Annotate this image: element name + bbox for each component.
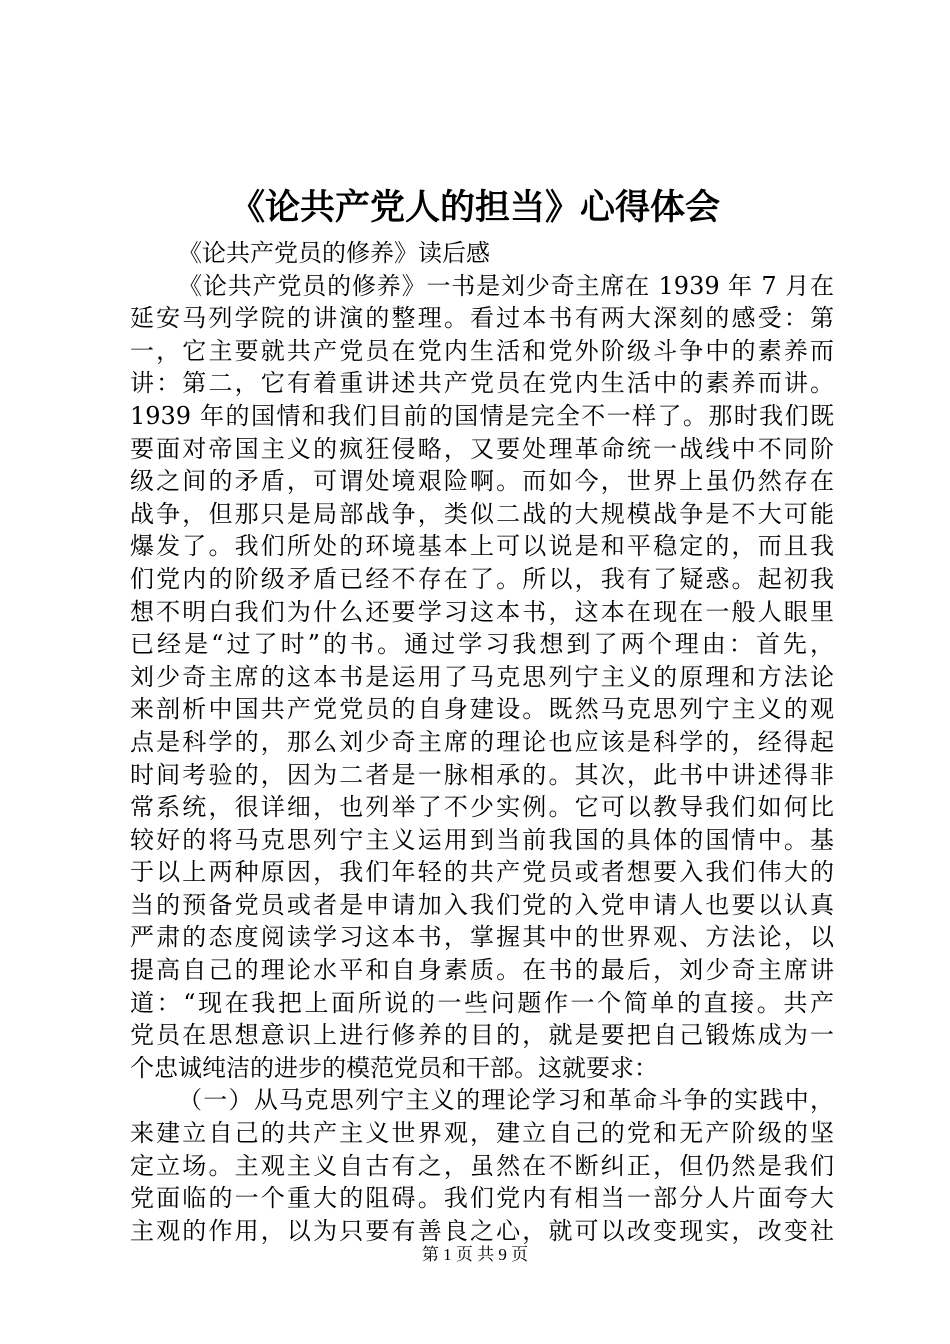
body-line: 爆发了。我们所处的环境基本上可以说是和平稳定的，而且我 xyxy=(130,532,834,561)
body-line: 道：“现在我把上面所说的一些问题作一个简单的直接。共产 xyxy=(130,988,834,1017)
body-line: 定立场。主观主义自古有之，虽然在不断纠正，但仍然是我们 xyxy=(130,1151,834,1180)
body-line: 《论共产党员的修养》一书是刘少奇主席在 1939 年 7 月在 xyxy=(178,271,834,300)
body-line: 已经是“过了时”的书。通过学习我想到了两个理由：首先， xyxy=(130,630,834,659)
body-line: 讲：第二，它有着重讲述共产党员在党内生活中的素养而讲。 xyxy=(130,369,834,398)
body-line: （一）从马克思列宁主义的理论学习和革命斗争的实践中， xyxy=(178,1086,834,1115)
body-line: 《论共产党员的修养》读后感 xyxy=(178,239,490,267)
body-line: 来建立自己的共产主义世界观，建立自己的党和无产阶级的坚 xyxy=(130,1119,834,1148)
body-line: 个忠诚纯洁的进步的模范党员和干部。这就要求： xyxy=(130,1053,658,1082)
body-line: 要面对帝国主义的疯狂侵略，又要处理革命统一战线中不同阶 xyxy=(130,434,834,463)
document-body xyxy=(130,237,834,1247)
body-line: 常系统，很详细，也列举了不少实例。它可以教导我们如何比 xyxy=(130,793,834,822)
body-line: 较好的将马克思列宁主义运用到当前我国的具体的国情中。基 xyxy=(130,825,834,854)
body-line: 一，它主要就共产党员在党内生活和党外阶级斗争中的素养而 xyxy=(130,336,834,365)
page-footer: 第 1 页 共 9 页 xyxy=(421,1245,529,1264)
body-line: 们党内的阶级矛盾已经不存在了。所以，我有了疑惑。起初我 xyxy=(130,564,834,593)
body-line: 刘少奇主席的这本书是运用了马克思列宁主义的原理和方法论 xyxy=(130,662,834,691)
body-line: 1939 年的国情和我们目前的国情是完全不一样了。那时我们既 xyxy=(130,401,834,430)
body-line: 战争，但那只是局部战争，类似二战的大规模战争是不大可能 xyxy=(130,499,834,528)
body-line: 严肃的态度阅读学习这本书，掌握其中的世界观、方法论，以 xyxy=(130,923,834,952)
body-line: 提高自己的理论水平和自身素质。在书的最后，刘少奇主席讲 xyxy=(130,956,834,985)
body-line: 当的预备党员或者是申请加入我们党的入党申请人也要以认真 xyxy=(130,890,834,919)
body-line: 主观的作用，以为只要有善良之心，就可以改变现实，改变社 xyxy=(130,1216,834,1245)
document-title: 《论共产党人的担当》心得体会 xyxy=(229,187,720,228)
body-line: 于以上两种原因，我们年轻的共产党员或者想要入我们伟大的 xyxy=(130,858,834,887)
body-line: 想不明白我们为什么还要学习这本书，这本在现在一般人眼里 xyxy=(130,597,834,626)
body-line: 延安马列学院的讲演的整理。看过本书有两大深刻的感受：第 xyxy=(130,304,834,333)
body-line: 党面临的一个重大的阻碍。我们党内有相当一部分人片面夸大 xyxy=(130,1184,834,1213)
body-line: 来剖析中国共产党党员的自身建设。既然马克思列宁主义的观 xyxy=(130,695,834,724)
body-line: 时间考验的，因为二者是一脉相承的。其次，此书中讲述得非 xyxy=(130,760,834,789)
body-line: 点是科学的，那么刘少奇主席的理论也应该是科学的，经得起 xyxy=(130,727,834,756)
body-line: 党员在思想意识上进行修养的目的，就是要把自己锻炼成为一 xyxy=(130,1021,834,1050)
body-line: 级之间的矛盾，可谓处境艰险啊。而如今，世界上虽仍然存在 xyxy=(130,467,834,496)
